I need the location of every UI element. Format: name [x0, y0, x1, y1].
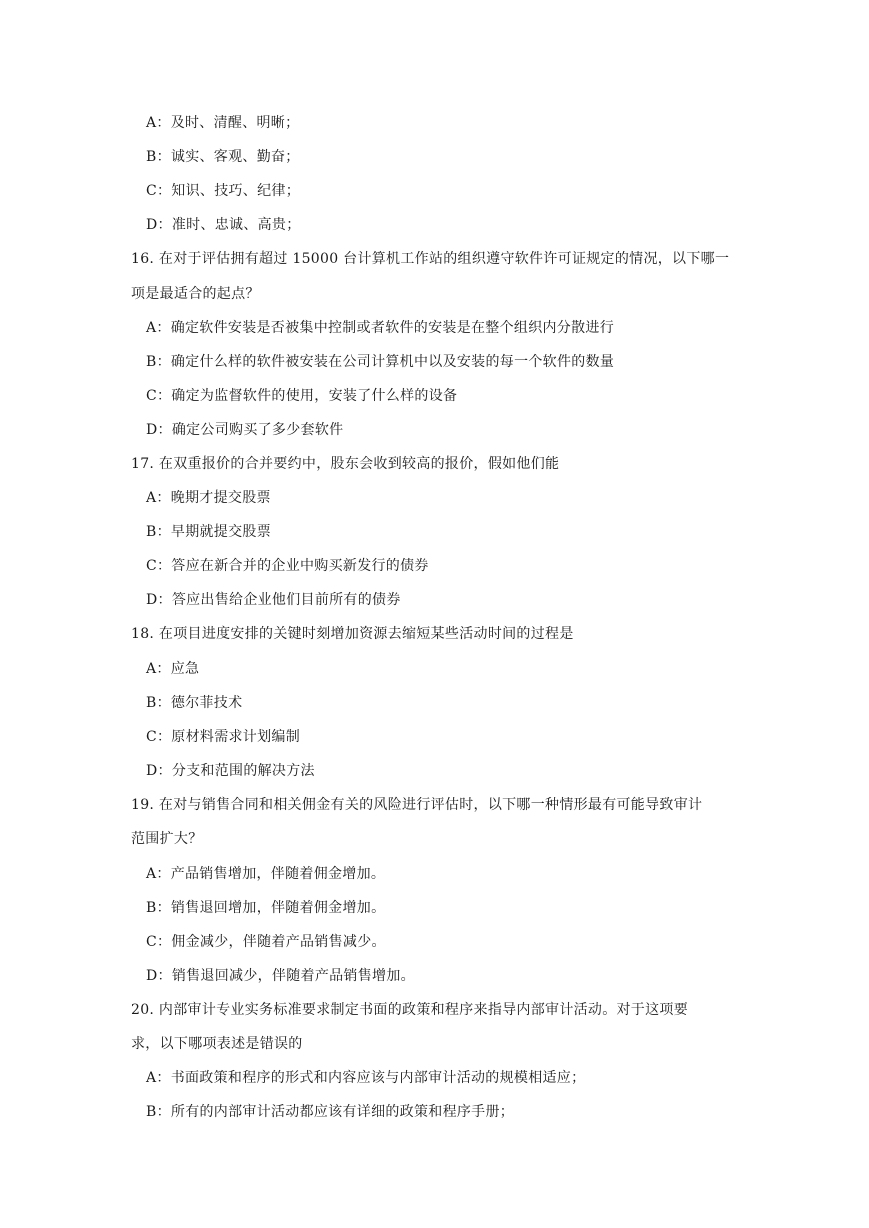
- question-16-option-a: A：确定软件安装是否被集中控制或者软件的安装是在整个组织内分散进行: [146, 320, 615, 336]
- question-17-option-c: C：答应在新合并的企业中购买新发行的债券: [146, 558, 429, 574]
- option-b: B：诚实、客观、勤奋；: [146, 149, 300, 165]
- option-c: C：知识、技巧、纪律；: [146, 183, 301, 199]
- question-17-option-d: D：答应出售给企业他们目前所有的债券: [146, 592, 401, 608]
- option-d: D：准时、忠诚、高贵；: [146, 217, 301, 233]
- question-16-option-d: D：确定公司购买了多少套软件: [146, 422, 344, 438]
- question-16-text-cont: 项是最适合的起点？: [131, 286, 260, 302]
- question-20-text-cont: 求，以下哪项表述是错误的: [131, 1036, 303, 1052]
- question-19-text: 19. 在对与销售合同和相关佣金有关的风险进行评估时，以下哪一种情形最有可能导致审计: [131, 797, 703, 813]
- question-19-option-b: B：销售退回增加，伴随着佣金增加。: [146, 900, 386, 916]
- question-20-option-a: A：书面政策和程序的形式和内容应该与内部审计活动的规模相适应；: [146, 1070, 586, 1086]
- question-17-option-b: B：早期就提交股票: [146, 524, 271, 540]
- question-16-option-b: B：确定什么样的软件被安装在公司计算机中以及安装的每一个软件的数量: [146, 354, 615, 370]
- question-20-text: 20. 内部审计专业实务标准要求制定书面的政策和程序来指导内部审计活动。对于这项要: [131, 1002, 689, 1018]
- question-19-text-cont: 范围扩大？: [131, 831, 203, 847]
- question-17-option-a: A：晚期才提交股票: [146, 490, 271, 506]
- question-16-option-c: C：确定为监督软件的使用，安装了什么样的设备: [146, 388, 458, 404]
- question-17-text: 17. 在双重报价的合并要约中，股东会收到较高的报价，假如他们能: [131, 456, 560, 472]
- question-19-option-c: C：佣金减少，伴随着产品销售减少。: [146, 934, 386, 950]
- question-18-option-b: B：德尔菲技术: [146, 695, 243, 711]
- question-20-option-b: B：所有的内部审计活动都应该有详细的政策和程序手册；: [146, 1104, 515, 1120]
- question-16-text: 16. 在对于评估拥有超过 15000 台计算机工作站的组织遵守软件许可证规定的情况，以下哪一: [131, 251, 730, 267]
- question-18-option-d: D：分支和范围的解决方法: [146, 763, 315, 779]
- option-a: A：及时、清醒、明晰；: [146, 115, 300, 131]
- question-18-option-c: C：原材料需求计划编制: [146, 729, 301, 745]
- question-19-option-d: D：销售退回减少，伴随着产品销售增加。: [146, 968, 415, 984]
- question-18-option-a: A：应急: [146, 661, 200, 677]
- question-18-text: 18. 在项目进度安排的关键时刻增加资源去缩短某些活动时间的过程是: [131, 626, 574, 642]
- question-19-option-a: A：产品销售增加，伴随着佣金增加。: [146, 866, 386, 882]
